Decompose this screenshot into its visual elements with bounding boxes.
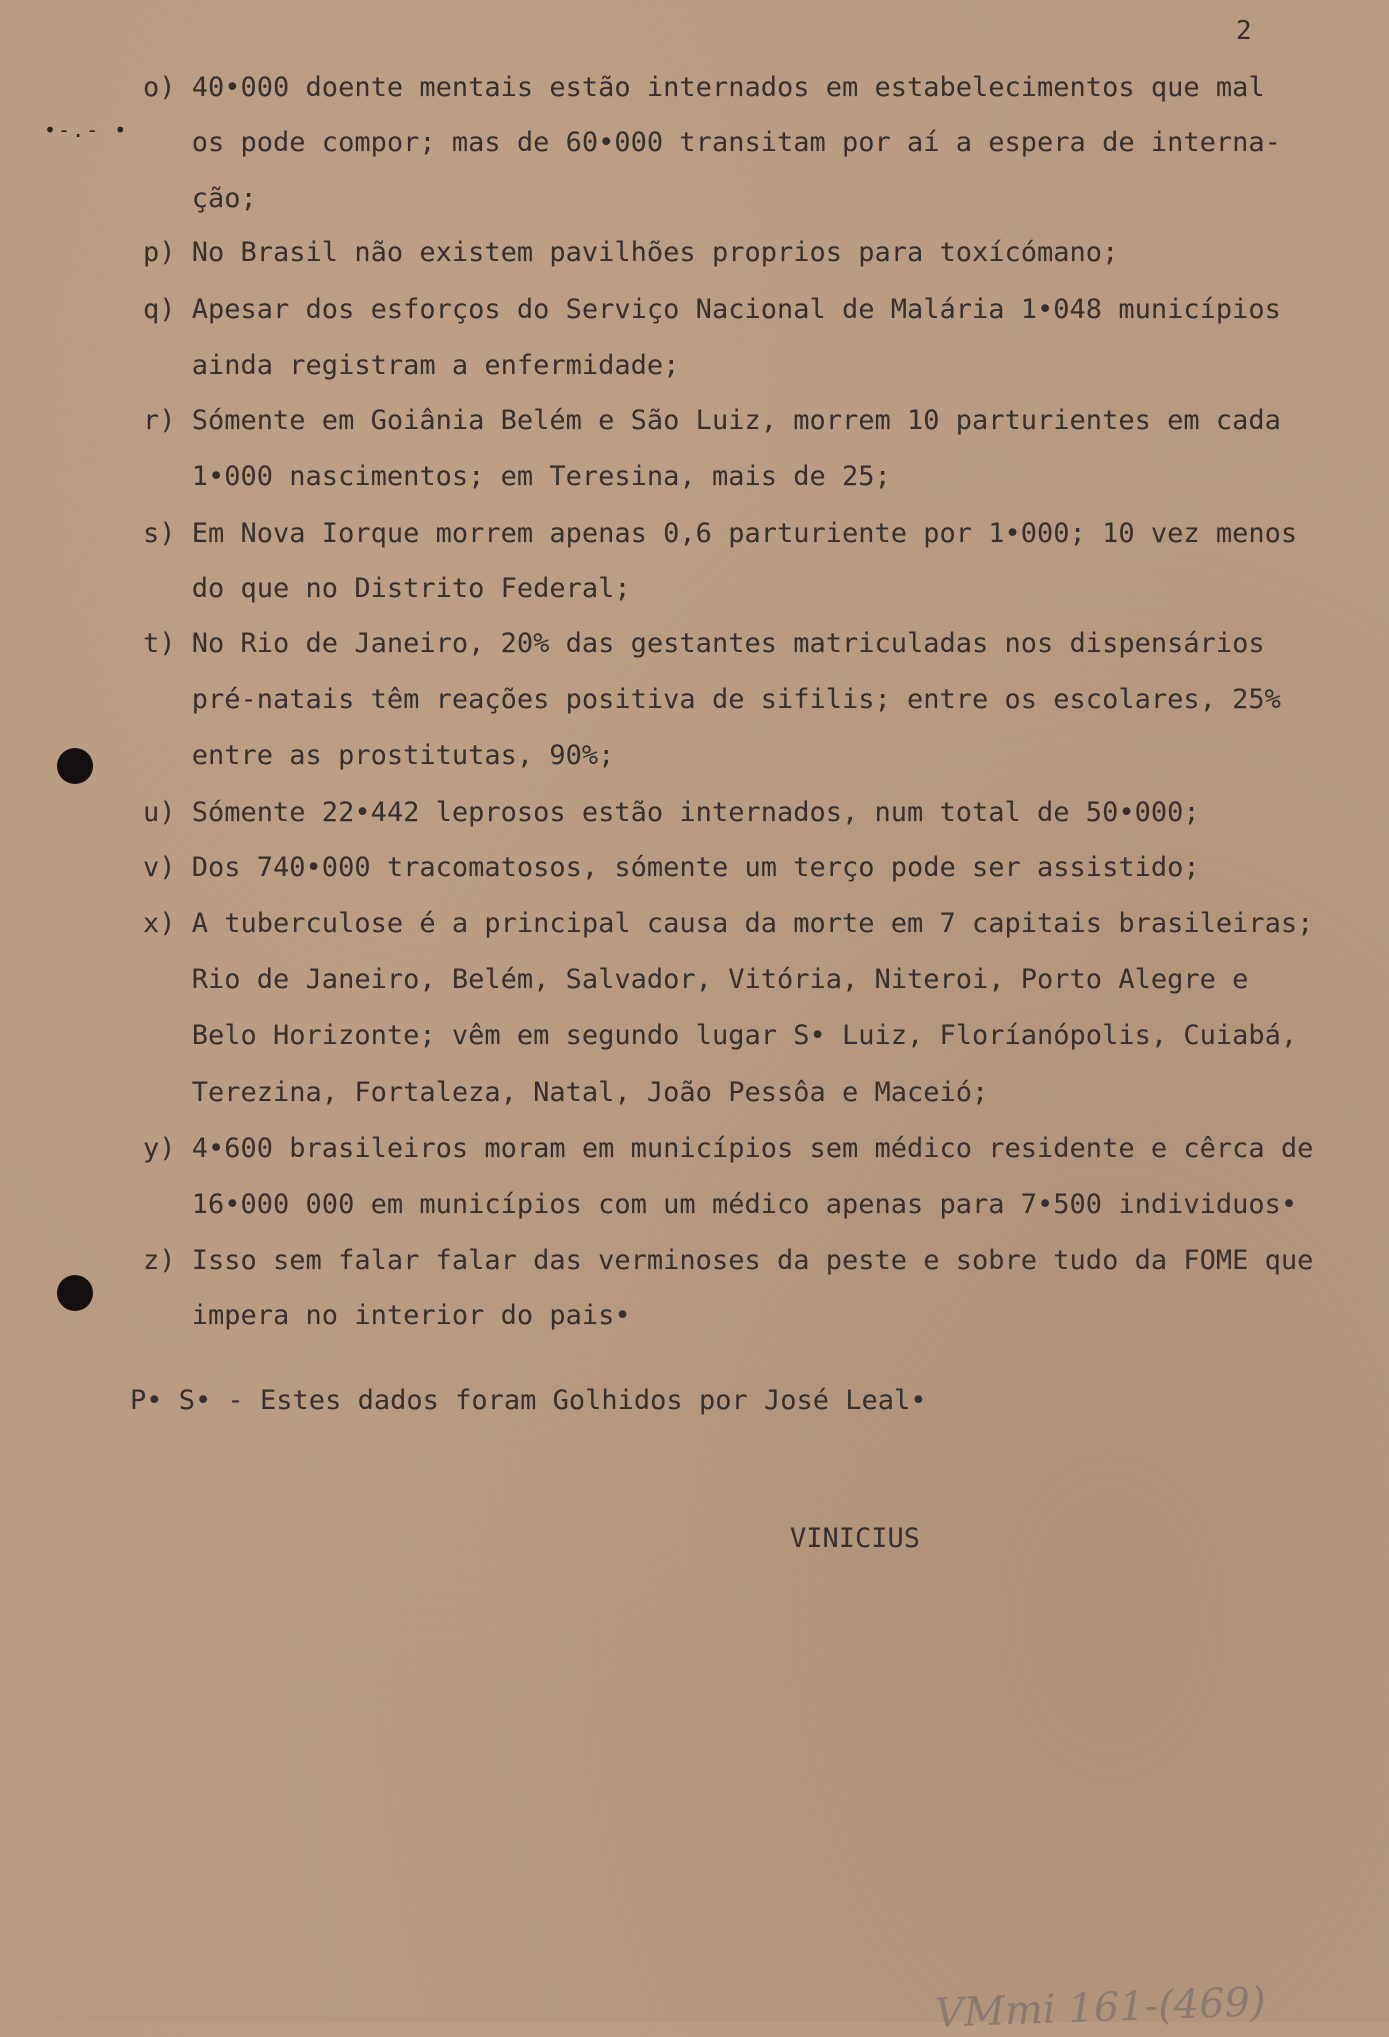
margin-mark: •-.- • (44, 118, 129, 142)
item-o-line-1: o) 40•000 doente mentais estão internados em estabelecimentos que mal (143, 72, 1265, 103)
item-t-line-2: pré-natais têm reações positiva de sifilis; entre os escolares, 25% (143, 684, 1281, 715)
item-s-line-2: do que no Distrito Federal; (143, 573, 631, 604)
archive-reference: VMmi 161-(469) (934, 1979, 1267, 2037)
postscript: P• S• - Estes dados foram Golhidos por José Leal• (130, 1385, 927, 1416)
item-t-line-1: t) No Rio de Janeiro, 20% das gestantes matriculadas nos dispensários (143, 628, 1265, 659)
item-x-line-3: Belo Horizonte; vêm em segundo lugar S• Luiz, Floríanópolis, Cuiabá, (143, 1020, 1298, 1051)
item-p-line-1: p) No Brasil não existem pavilhões proprios para toxícómano; (143, 237, 1119, 268)
page-number: 2 (1236, 16, 1252, 46)
item-t-line-3: entre as prostitutas, 90%; (143, 740, 615, 771)
signature: VINICIUS (790, 1523, 921, 1554)
item-u-line-1: u) Sómente 22•442 leprosos estão internados, num total de 50•000; (143, 797, 1200, 828)
item-x-line-2: Rio de Janeiro, Belém, Salvador, Vitória, Niteroi, Porto Alegre e (143, 964, 1249, 995)
item-x-line-4: Terezina, Fortaleza, Natal, João Pessôa e Maceió; (143, 1077, 989, 1108)
item-q-line-1: q) Apesar dos esforços do Serviço Nacional de Malária 1•048 municípios (143, 294, 1281, 325)
punch-hole-icon (57, 748, 93, 784)
item-s-line-1: s) Em Nova Iorque morrem apenas 0,6 parturiente por 1•000; 10 vez menos (143, 518, 1298, 549)
item-z-line-1: z) Isso sem falar falar das verminoses da peste e sobre tudo da FOME que (143, 1245, 1314, 1276)
item-r-line-1: r) Sómente em Goiânia Belém e São Luiz, morrem 10 parturientes em cada (143, 405, 1281, 436)
item-q-line-2: ainda registram a enfermidade; (143, 350, 680, 381)
item-z-line-2: impera no interior do pais• (143, 1300, 631, 1331)
item-r-line-2: 1•000 nascimentos; em Teresina, mais de 25; (143, 461, 891, 492)
punch-hole-icon (57, 1275, 93, 1311)
item-v-line-1: v) Dos 740•000 tracomatosos, sómente um terço pode ser assistido; (143, 852, 1200, 883)
item-y-line-2: 16•000 000 em municípios com um médico apenas para 7•500 individuos• (143, 1189, 1298, 1220)
item-x-line-1: x) A tuberculose é a principal causa da morte em 7 capitais brasileiras; (143, 908, 1314, 939)
item-o-line-2: os pode compor; mas de 60•000 transitam por aí a espera de interna- (143, 127, 1281, 158)
item-o-line-3: ção; (143, 183, 257, 214)
item-y-line-1: y) 4•600 brasileiros moram em municípios sem médico residente e cêrca de (143, 1133, 1314, 1164)
